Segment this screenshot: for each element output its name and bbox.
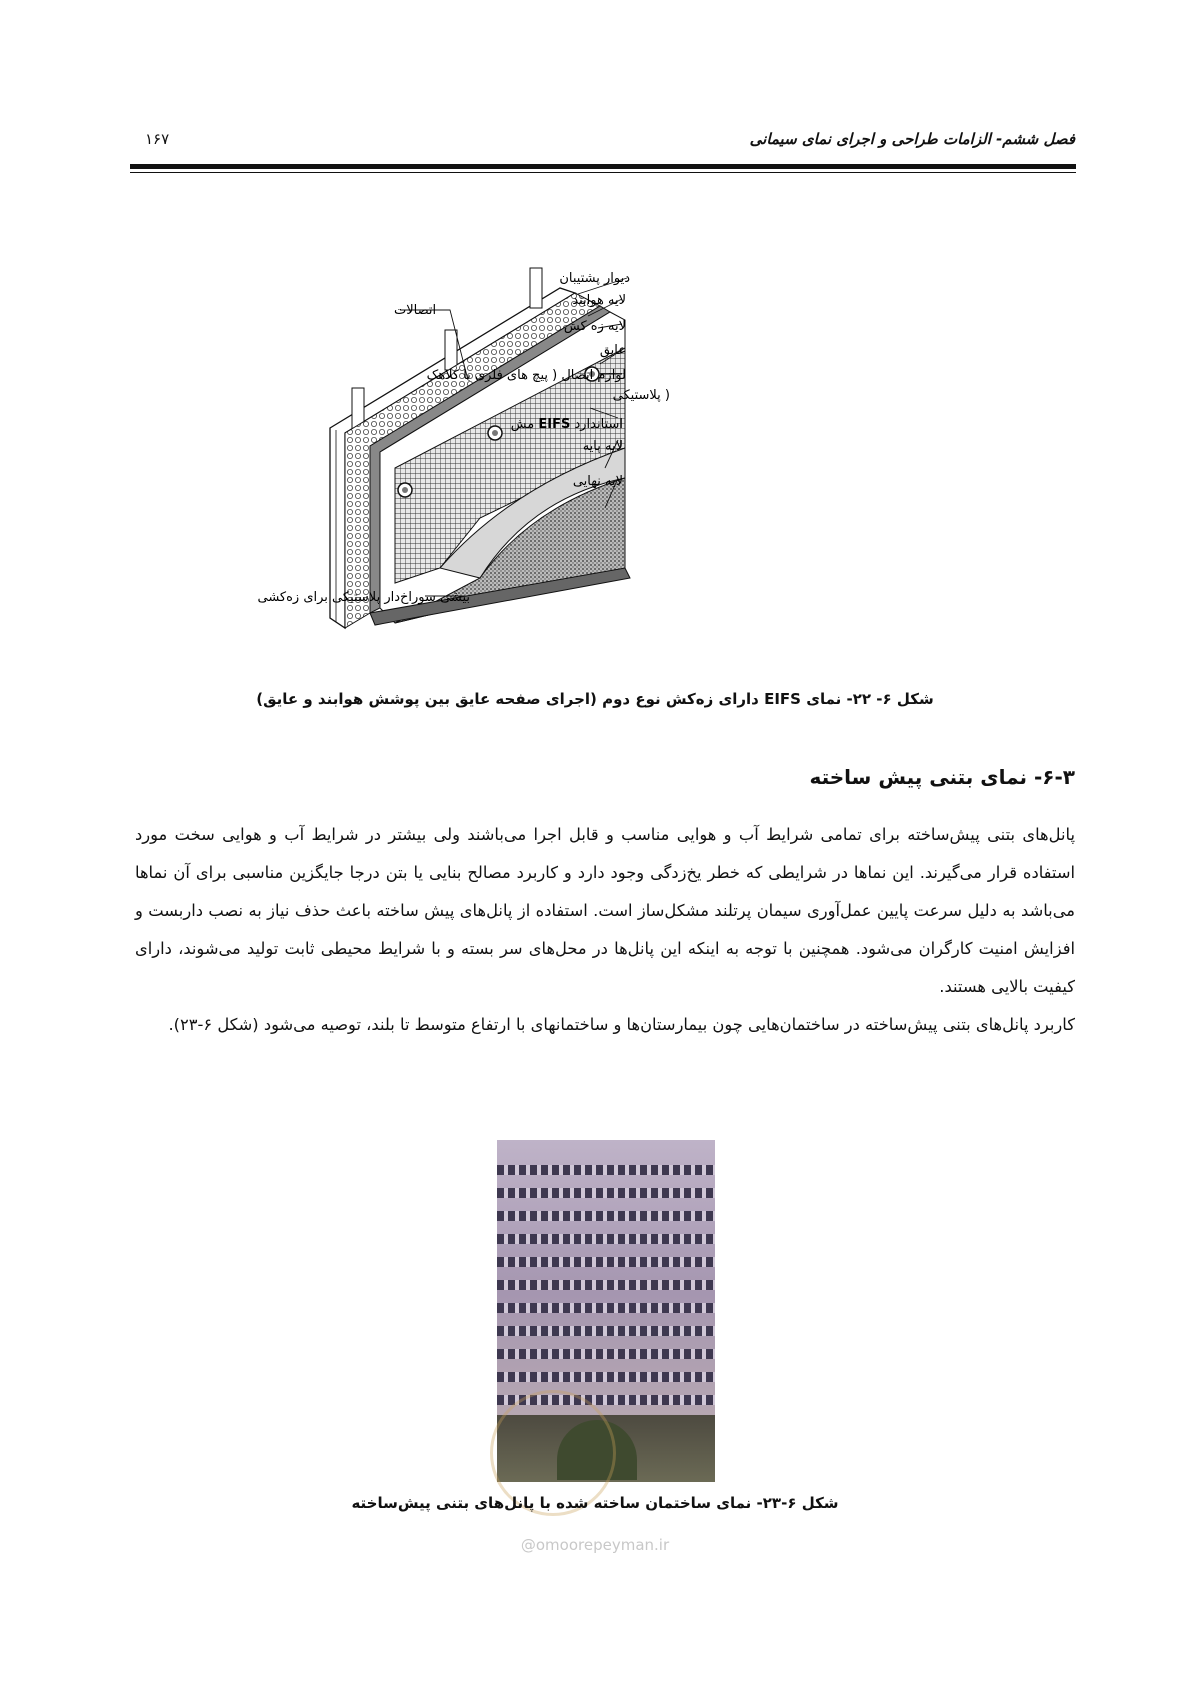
header-rule bbox=[130, 164, 1076, 169]
chapter-title: فصل ششم- الزامات طراحی و اجرای نمای سیمانی bbox=[749, 130, 1075, 148]
figure1-caption: شکل ۶- ۲۲- نمای EIFS دارای زه‌کش نوع دوم (اجرای صفحه عایق بین پوشش هوابند و عایق) bbox=[256, 690, 934, 708]
figure2-caption: شکل ۶-۲۳- نمای ساختمان ساخته شده با پانل‌های بتنی پیش‌ساخته bbox=[351, 1494, 839, 1512]
eifs-diagram bbox=[257, 268, 870, 663]
page-number: ۱۶۷ bbox=[145, 130, 170, 148]
label-fastener-2: ( پلاستیکی bbox=[612, 388, 670, 403]
paragraph-1: پانل‌های بتنی پیش‌ساخته برای تمامی شرایط آب و هوایی مناسب و قابل اجرا می‌باشند ولی بیشتر در شرایط آب و هوایی سخت مورد استفاده قرار می‌گیرند. این نماها در شرایطی که خطر یخ‌زدگی وجود دارد و کاربرد مصالح بنایی یا بتن درجا جایگزین مناسبی برای آن نماها می‌باشد به دلیل سرعت پایین عمل‌آوری سیمان پرتلند مشکل‌ساز است. استفاده از پانل‌های پیش ساخته باعث حذف نیاز به نصب داربست و افزایش امنیت کارگران می‌شود. همچنین با توجه به اینکه این پانل‌ها در محل‌های سر بسته و با شرایط محیطی ثابت تولید می‌شوند، دارای کیفیت بالایی هستند. bbox=[135, 825, 1075, 996]
eifs-prefix: مش bbox=[510, 417, 535, 432]
site-watermark: @omoorepeyman.ir bbox=[520, 1536, 670, 1554]
eifs-suffix: استاندارد bbox=[574, 417, 623, 432]
label-connections: اتصالات bbox=[394, 303, 437, 318]
label-insulation: عایق bbox=[599, 343, 626, 358]
label-airtight-layer: لایه هوابند bbox=[572, 293, 626, 308]
header-rule-thin bbox=[130, 172, 1076, 173]
label-eifs-mesh bbox=[511, 417, 623, 432]
paragraph-2: کاربرد پانل‌های بتنی پیش‌ساخته در ساختمان‌هایی چون بیمارستان‌ها و ساختمانهای با ارتفاع متوسط تا بلند، توصیه می‌شود (شکل ۶-۲۳). bbox=[168, 1015, 1075, 1034]
label-bottom-track: بیشی سوراخ‌دار پلاستیکی برای زه‌کشی bbox=[257, 590, 470, 605]
label-fastener: لوازم اتصال ( پیچ های فلزی با کلاهک bbox=[426, 368, 626, 383]
body-text bbox=[135, 816, 1075, 1044]
label-back-wall: دیوار پشتیبان bbox=[559, 271, 630, 286]
label-finish-layer: لایه نهایی bbox=[572, 474, 623, 489]
section-heading: ۶-۳- نمای بتنی پیش ساخته bbox=[809, 765, 1075, 789]
label-drainage-layer: لایه زه کش bbox=[563, 319, 626, 334]
eifs-name: EIFS bbox=[538, 417, 571, 432]
label-base-layer: لایه پایه bbox=[582, 439, 623, 454]
